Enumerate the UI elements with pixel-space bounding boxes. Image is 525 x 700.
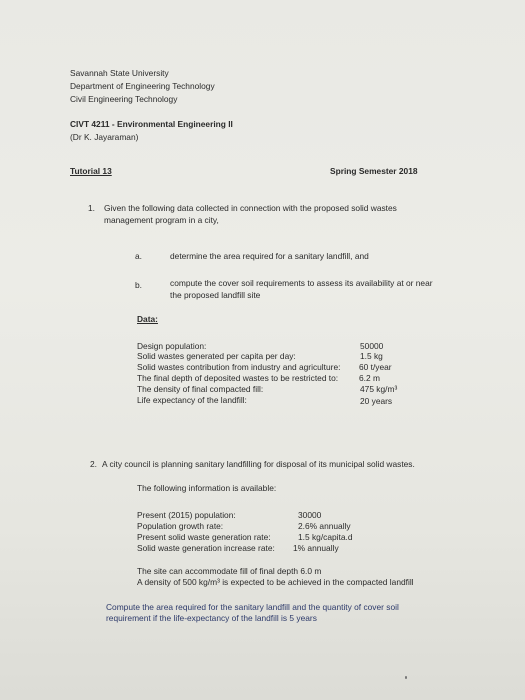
q2-row-value: 1.5 kg/capita.d — [298, 532, 353, 542]
q1-row-value: 20 years — [360, 396, 393, 406]
q2-row-label: Population growth rate: — [137, 521, 224, 531]
q2-row-label: Present (2015) population: — [137, 510, 236, 520]
semester-title: Spring Semester 2018 — [330, 166, 418, 176]
q1-row-value: 60 t/year — [359, 362, 392, 372]
q2-site-line1: The site can accommodate fill of final depth 6.0 m — [137, 566, 322, 576]
q1-b-text-line2: the proposed landfill site — [170, 290, 261, 300]
q2-row-value: 30000 — [298, 510, 322, 520]
q2-number: 2. — [90, 459, 97, 469]
q1-row-value: 1.5 kg — [360, 351, 383, 361]
q1-intro-line1: Given the following data collected in connection with the proposed solid wastes — [104, 203, 397, 213]
q1-row-value: 6.2 m — [359, 373, 380, 383]
q1-intro-line2: management program in a city, — [104, 215, 219, 225]
department-name: Department of Engineering Technology — [70, 81, 215, 91]
instructor-name: (Dr K. Jayaraman) — [70, 132, 139, 142]
q1-row-label: Solid wastes contribution from industry and agriculture: — [137, 362, 341, 372]
q2-row-label: Present solid waste generation rate: — [137, 532, 271, 542]
q2-row-label: Solid waste generation increase rate: — [137, 543, 275, 553]
q1-row-label: Solid wastes generated per capita per day: — [137, 351, 296, 361]
q1-row-label: Life expectancy of the landfill: — [137, 395, 247, 405]
q2-row-value: 2.6% annually — [298, 521, 351, 531]
q1-a-marker: a. — [135, 251, 142, 261]
q2-task-line2: requirement if the life-expectancy of the landfill is 5 years — [106, 613, 317, 623]
q1-number: 1. — [88, 203, 95, 213]
q2-intro: A city council is planning sanitary landfilling for disposal of its municipal solid wastes. — [102, 459, 415, 469]
course-title: CIVT 4211 - Environmental Engineering II — [70, 119, 233, 129]
q1-row-label: The density of final compacted fill: — [137, 384, 264, 394]
q2-site-line2: A density of 500 kg/m³ is expected to be achieved in the compacted landfill — [137, 577, 414, 587]
q2-info-heading: The following information is available: — [137, 483, 277, 493]
q1-a-text: determine the area required for a sanitary landfill, and — [170, 251, 369, 261]
program-name: Civil Engineering Technology — [70, 94, 178, 104]
q2-task-line1: Compute the area required for the sanitary landfill and the quantity of cover soil — [106, 602, 399, 612]
q1-row-label: Design population: — [137, 341, 207, 351]
q2-row-value: 1% annually — [293, 543, 339, 553]
q1-b-text-line1: compute the cover soil requirements to assess its availability at or near — [170, 278, 433, 288]
q1-row-value: 475 kg/m³ — [360, 384, 398, 394]
q1-b-marker: b. — [135, 280, 142, 290]
q1-row-label: The final depth of deposited wastes to be restricted to: — [137, 373, 339, 383]
q1-row-value: 50000 — [360, 341, 384, 351]
paper-speck — [405, 676, 407, 679]
university-name: Savannah State University — [70, 68, 169, 78]
data-heading: Data: — [137, 314, 158, 324]
tutorial-title: Tutorial 13 — [70, 166, 112, 176]
